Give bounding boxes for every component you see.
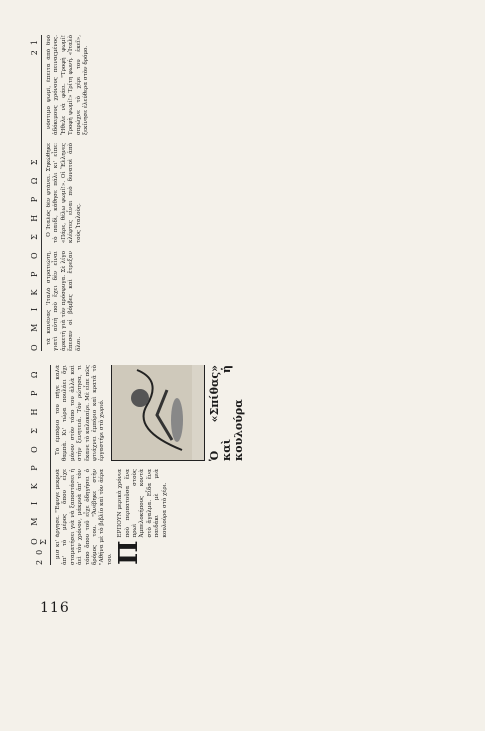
left-column-2 [55, 365, 475, 461]
left-column-1 [55, 469, 475, 565]
right-page-number: 21 [30, 35, 39, 56]
illustration [111, 365, 205, 461]
right-running-head [30, 35, 42, 351]
magazine-spread [30, 35, 475, 565]
left-col1-text: μισ κι' ἄργησε. "Ἐφυγε μεκρυά ἀπ' τὸ μέρος ὅπου εἶχε σταματήσει γιὰ νὰ ξαποστάσει ἡ ἀεὶ τὸν χρόνον, μάκρυὰ ἀπ' τὸν τόπο ὅπου τοῦ εἶχε ὁδηγήσει ὁ δρόμος του. "Ἀνέβηκε στὴν "Αθήνα μὲ τὸ βιβλίο καὶ τὸν ἀέρα του. [55, 469, 113, 565]
illustration-drawing [112, 365, 192, 460]
right-column-2 [46, 143, 475, 243]
page-number: 116 [40, 600, 70, 616]
story-opening [114, 469, 169, 565]
right-col1-text: τὰ κανένας 'Ιταλὸ στρατιώτη, γιατὶ αὐτὴ ποὺ ἔχει δὲν εἶναι ἀρκετὴ γιὰ τὸν πρόσφυγα. Σὲ λίγο ἔπεσαν οἱ βόμβες καὶ ἔτρεξαν ὅλοι. [46, 251, 82, 351]
right-column-3 [46, 35, 475, 135]
drop-cap: Π [114, 540, 145, 565]
left-running-head [30, 365, 51, 565]
right-column-1 [46, 251, 475, 351]
left-col2-text: Τὸ ἐμπόριο του πῆγε καλὰ θαμπὰ. Κι' τώρα πουλάει ὅχι μόνον στὸν τόπο του ἀλλὰ καὶ στὴν ξενητειά. Τὸν ρώτησα, τι ἔκανε τὸ καλοκαίρι. Μὲ εἶπε πῶς φτιάχνει ἐμπόριο καὶ κρατᾶ τὸ ἐργαστήρι στὸ χωριό. [55, 365, 106, 461]
left-page [30, 365, 475, 565]
left-page-number: 20 [34, 544, 44, 565]
right-col2-text: Ὁ Ἰταλὸς δὲν φτάνει. Σηκώθηκε τὸ παιδὶ, κάθησε πάλι κι' εἶπε: «Πάρε, θέλω ψωμί!». Οἱ Ἕλληνες κλέφτες εἶναι πιὸ δυνατοὶ ἀπὸ τοὺς Ἰταλοὺς. [46, 143, 82, 243]
right-page [30, 35, 475, 351]
left-running-title: Ο Μ Ι Κ Ρ Ο Σ Η Ρ Ω Σ [30, 366, 48, 545]
right-running-title: Ο Μ Ι Κ Ρ Ο Σ Η Ρ Ω Σ [30, 154, 39, 351]
story-headline: Ὁ «Σπίθας» καὶ ἡ κουλούρα [207, 365, 245, 461]
right-col3-text: νόστιμο ψωμὶ, ἔπειτα ἀπὸ δυὸ ἀδόκιμους χρόνους πειναςμένος. Ἤθελε νὰ φάει. "Τροφὴ ψωμί! Τροφὴ ψωμί!» Τρίτη φωνή. «Ἰταλὸ σπρώχνε τὸ χέρι του ἐκεῖ», ξεκίνησε ἐλεύθερα στὸν δρόμο. [46, 35, 90, 135]
story-text: ΕΡΠΟΥΝ μερικὰ χρόνια ποὺ περπατοῦσα ἕνα πρωὶ στοὺς Ἀμπελοκήπους κοντὰ στὸ ἄγαλμα. Εἶδα ἕνα παιδάκι μὲ μιὰ κουλούρα στὸ χέρι. [117, 469, 168, 538]
